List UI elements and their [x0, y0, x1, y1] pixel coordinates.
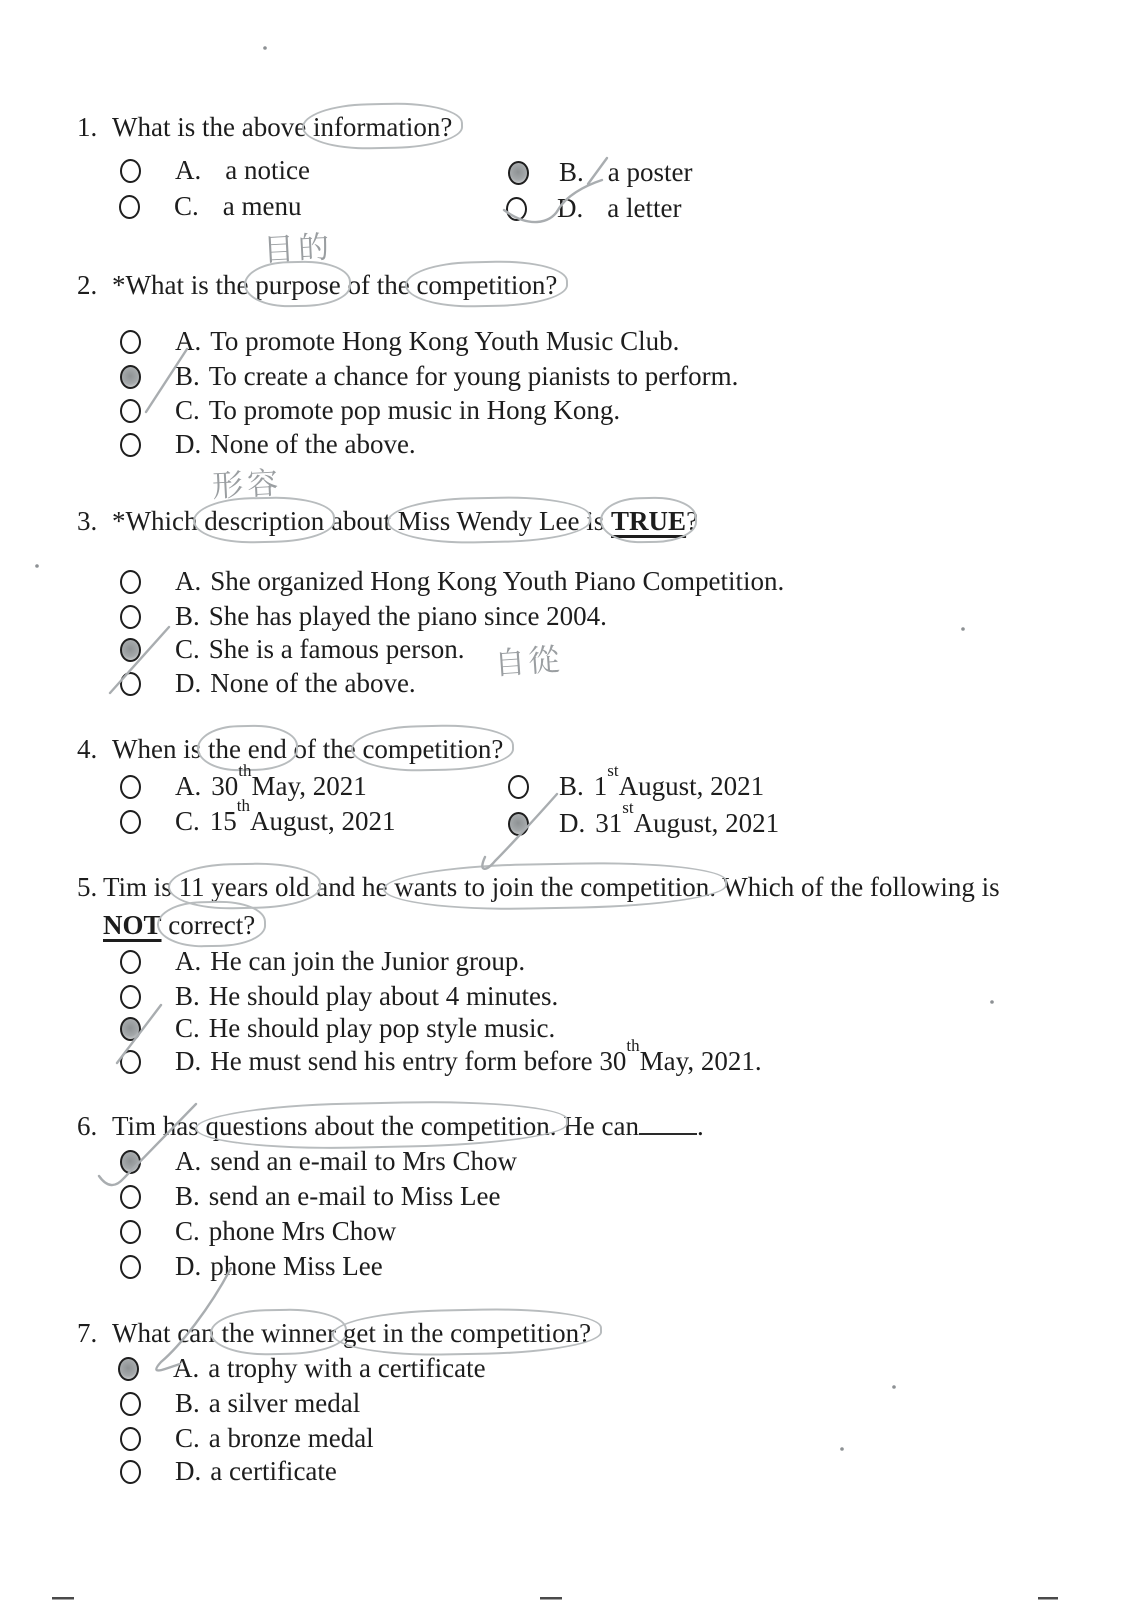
option-label: C. [175, 1216, 200, 1246]
option-label: D. [175, 1456, 202, 1486]
question-text-segment: a letter [607, 193, 682, 223]
question-number: 2. [77, 270, 98, 300]
question-text-segment: 15 [209, 806, 237, 836]
option-d: D. He must send his entry form before 30 th May, 2021. [120, 1046, 762, 1077]
circled-word: questions about the competition. [205, 1111, 557, 1141]
circled-word: correct? [168, 910, 256, 940]
question-text-segment: She is a famous person. [208, 634, 465, 664]
radio-q7-c[interactable] [120, 1427, 141, 1451]
question-text-segment: ? [686, 506, 699, 536]
question-text-segment: about [324, 506, 398, 536]
option-a: A. 30 th May, 2021 [120, 771, 367, 802]
option-label: B. [559, 157, 584, 187]
question-text-segment: phone Mrs Chow [208, 1216, 397, 1246]
question-number: 1. [77, 112, 98, 142]
circled-word: purpose [255, 270, 341, 300]
question-text-segment: and he [309, 872, 395, 902]
question-text-segment: *What is the [112, 270, 256, 300]
option-label: C. [174, 191, 199, 221]
option-label: B. [175, 1181, 200, 1211]
question-text-segment: He can join the Junior group. [210, 946, 526, 976]
option-d: D. 31 st August, 2021 [508, 808, 779, 839]
circled-word: 11 years old [178, 872, 310, 902]
question-number: 4. [77, 734, 98, 764]
question-text-segment: a bronze medal [208, 1423, 374, 1453]
question-number: 5. [77, 872, 98, 902]
option-label: C. [175, 634, 200, 664]
circled-word: the end [207, 734, 287, 764]
option-c: C. 15 th August, 2021 [120, 806, 396, 837]
question-text-segment: a certificate [210, 1456, 337, 1486]
circled-word: competition? [362, 734, 504, 764]
question-text-segment: Which of the following is [715, 872, 1000, 902]
question-text-segment [336, 1318, 343, 1348]
option-label: A. [175, 1146, 202, 1176]
circled-word: wants to join the competition. [394, 872, 716, 902]
option-label: B. [175, 601, 200, 631]
question-text-segment: None of the above. [210, 668, 416, 698]
circled-word: get in the competition? [342, 1318, 592, 1348]
circled-word: description [204, 506, 325, 536]
question-text-segment: She organized Hong Kong Youth Piano Competition. [210, 566, 785, 596]
question-text-segment: To promote Hong Kong Youth Music Club. [210, 326, 680, 356]
question-text-segment: of the [286, 734, 363, 764]
question-text-segment: Tim has [112, 1111, 206, 1141]
question-text-segment: 1 [593, 771, 608, 801]
pencil-circle-annotation [221, 1318, 336, 1349]
option-b [120, 1388, 360, 1419]
option-label: C. [175, 395, 200, 425]
question-text-segment: What can [112, 1318, 222, 1348]
question-text [112, 1318, 591, 1349]
option-label: A. [175, 946, 202, 976]
question-text-segment: 30 [211, 771, 239, 801]
question-text-segment: . [696, 1111, 704, 1141]
handwritten-chinese-annotation: 自從 [493, 641, 564, 682]
option-label: D. [559, 808, 586, 838]
option-d [120, 1456, 337, 1487]
question-text-segment: To promote pop music in Hong Kong. [208, 395, 621, 425]
circled-word: Miss Wendy Lee [397, 506, 580, 536]
option-label: D. [175, 1046, 202, 1076]
option-b: B. 1 st August, 2021 [508, 771, 764, 802]
radio-q7-a[interactable] [118, 1357, 139, 1381]
question-text-segment: To create a chance for young pianists to perform. [208, 361, 739, 391]
question-text-segment: a menu [222, 191, 302, 221]
option-label: D. [175, 429, 202, 459]
option-label: B. [175, 361, 200, 391]
handwritten-chinese-annotation: 形容 [211, 465, 284, 504]
question-number: 7. [77, 1318, 98, 1348]
question-text-segment: of the [340, 270, 417, 300]
radio-q7-d[interactable] [120, 1460, 141, 1484]
option-label: A. [175, 566, 202, 596]
option-label: C. [175, 1423, 200, 1453]
emphasized-word: TRUE [611, 506, 687, 536]
option-label: A. [175, 155, 202, 185]
handwritten-chinese-annotation: 目的 [262, 229, 335, 268]
question-text-segment: He must send his entry form before 30 [210, 1046, 627, 1076]
option-label: D. [175, 1251, 202, 1281]
question-text-segment: August, 2021 [250, 806, 396, 836]
question-text-segment: send an e-mail to Mrs Chow [210, 1146, 517, 1176]
emphasized-word: NOT [103, 910, 162, 940]
option-a [118, 1353, 486, 1384]
circled-word: information? [312, 112, 453, 142]
question-text-segment: None of the above. [210, 429, 416, 459]
question-text-segment: a trophy with a certificate [208, 1353, 486, 1383]
question-text-segment: phone Miss Lee [210, 1251, 383, 1281]
circled-word: competition? [416, 270, 558, 300]
question-text-segment: *Which [112, 506, 205, 536]
question-number: 3. [77, 506, 98, 536]
question-text-segment: a notice [225, 155, 310, 185]
option-label: B. [175, 1388, 200, 1418]
question-text-segment: May, 2021. [639, 1046, 762, 1076]
option-label: C. [175, 1013, 200, 1043]
question-text-segment: 31 [595, 808, 623, 838]
radio-q7-b[interactable] [120, 1392, 141, 1416]
option-label: A. [175, 326, 202, 356]
option-label: B. [175, 981, 200, 1011]
question-text-segment: She has played the piano since 2004. [208, 601, 607, 631]
option-label: A. [175, 771, 202, 801]
question-text-segment: August, 2021 [618, 771, 765, 801]
option-label: D. [175, 668, 202, 698]
question-text-segment: a poster [607, 157, 693, 187]
option-label: D. [557, 193, 584, 223]
question-text-segment: send an e-mail to Miss Lee [208, 1181, 501, 1211]
question-text-segment: What is the above [112, 112, 313, 142]
option-c [120, 1423, 374, 1454]
question-text-segment: He can [556, 1111, 639, 1141]
option-label: A. [173, 1353, 200, 1383]
question-text-segment: a silver medal [208, 1388, 361, 1418]
question-text-segment: August, 2021 [633, 808, 780, 838]
question-text-segment: May, 2021 [251, 771, 367, 801]
option-label: C. [175, 806, 200, 836]
question-text-segment: Tim is [103, 872, 179, 902]
question-text-segment: When is [112, 734, 208, 764]
circled-word: the winner [221, 1318, 337, 1348]
question-number: 6. [77, 1111, 98, 1141]
pencil-circle-annotation [343, 1318, 591, 1349]
question-text-segment: He should play pop style music. [208, 1013, 556, 1043]
question-text-segment: is [579, 506, 612, 536]
question-text-segment: He should play about 4 minutes. [208, 981, 559, 1011]
option-label: B. [559, 771, 584, 801]
